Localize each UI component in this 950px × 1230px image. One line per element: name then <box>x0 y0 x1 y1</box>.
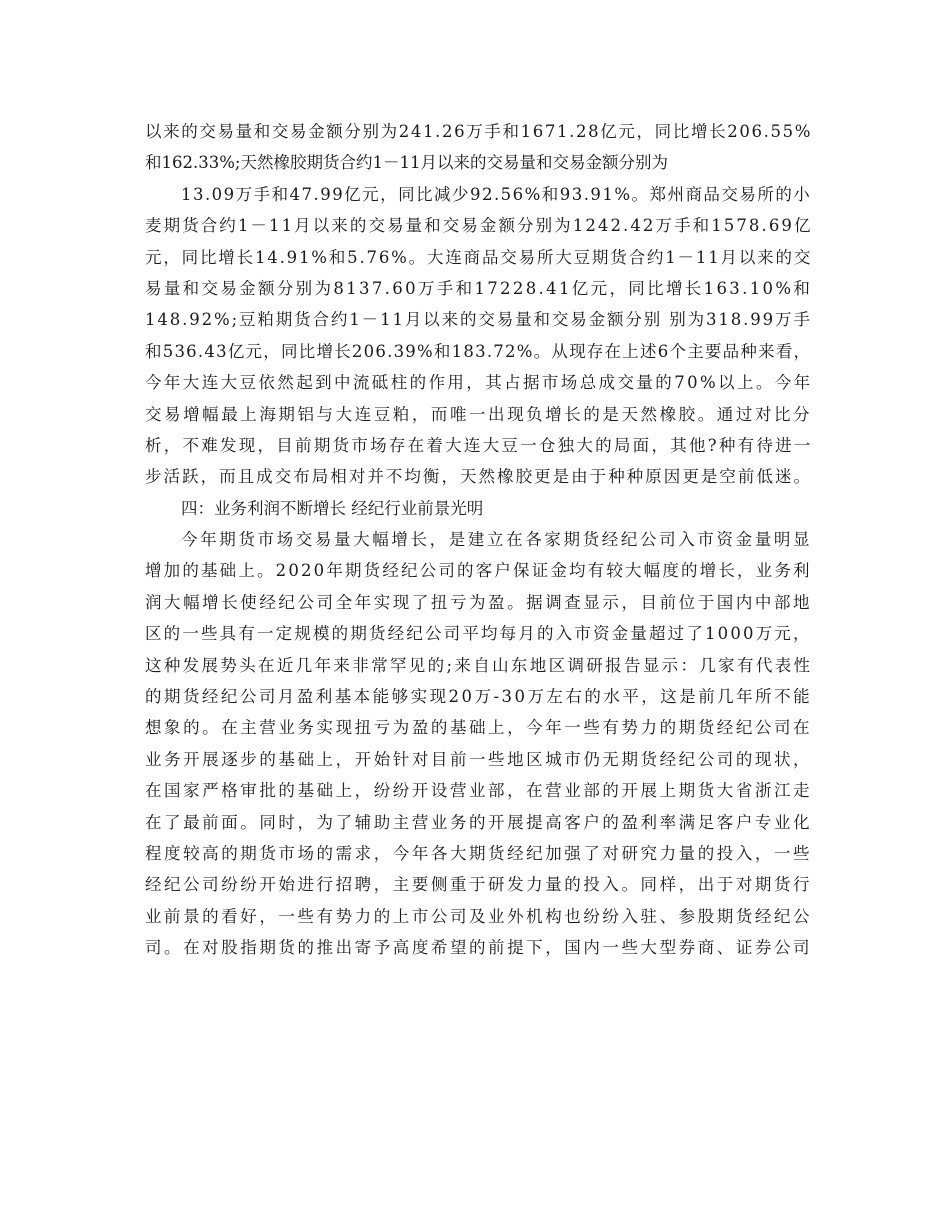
text-line: 麦期货合约1－11月以来的交易量和交易金额分别为1242.42万手和1578.69亿 <box>145 216 813 236</box>
text-line: 在了最前面。同时，为了辅助主营业务的开展提高客户的盈利率满足客户专业化 <box>145 812 813 832</box>
text-line: 程度较高的期货市场的需求，今年各大期货经纪加强了对研究力量的投入，一些 <box>145 843 813 863</box>
text-line: 13.09万手和47.99亿元，同比减少92.56%和93.91%。郑州商品交易所的小 <box>181 184 812 204</box>
text-line: 在国家严格审批的基础上，纷纷开设营业部，在营业部的开展上期货大省浙江走 <box>145 781 813 801</box>
text-line: 步活跃，而且成交布局相对并不均衡，天然橡胶更是由于种种原因更是空前低迷。 <box>145 467 813 487</box>
text-line: 业务开展逐步的基础上，开始针对目前一些地区城市仍无期货经纪公司的现状， <box>145 749 813 769</box>
text-line: 析，不难发现，目前期货市场存在着大连大豆一仓独大的局面，其他?种有待进一 <box>145 435 813 455</box>
text-line: 区的一些具有一定规模的期货经纪公司平均每月的入市资金量超过了1000万元， <box>145 624 812 644</box>
text-line: 的期货经纪公司月盈利基本能够实现20万-30万左右的水平，这是前几年所不能 <box>145 687 813 707</box>
text-line: 元，同比增长14.91%和5.76%。大连商品交易所大豆期货合约1－11月以来的交 <box>145 247 813 267</box>
text-line: 这种发展势头在近几年来非常罕见的;来自山东地区调研报告显示：几家有代表性 <box>145 655 813 675</box>
text-line: 想象的。在主营业务实现扭亏为盈的基础上，今年一些有势力的期货经纪公司在 <box>145 718 813 738</box>
text-line: 四：业务利润不断增长 经纪行业前景光明 <box>181 498 484 518</box>
text-line: 润大幅增长使经纪公司全年实现了扭亏为盈。据调查显示，目前位于国内中部地 <box>145 592 813 612</box>
text-line: 今年大连大豆依然起到中流砥柱的作用，其占据市场总成交量的70%以上。今年 <box>145 373 813 393</box>
text-line: 业前景的看好，一些有势力的上市公司及业外机构也纷纷入驻、参股期货经纪公 <box>145 906 813 926</box>
text-line: 今年期货市场交易量大幅增长，是建立在各家期货经纪公司入市资金量明显 <box>181 530 813 550</box>
text-line: 148.92%;豆粕期货合约1－11月以来的交易量和交易金额分别 别为318.99万手 <box>145 310 812 330</box>
text-line: 和162.33%;天然橡胶期货合约1－11月以来的交易量和交易金额分别为 <box>145 153 668 173</box>
text-line: 司。在对股指期货的推出寄予高度希望的前提下，国内一些大型券商、证券公司 <box>145 938 813 958</box>
text-line: 经纪公司纷纷开始进行招聘，主要侧重于研发力量的投入。同样，出于对期货行 <box>145 875 813 895</box>
text-line: 和536.43亿元，同比增长206.39%和183.72%。从现存在上述6个主要品种来看， <box>145 341 812 361</box>
text-line: 增加的基础上。2020年期货经纪公司的客户保证金均有较大幅度的增长，业务利 <box>145 561 812 581</box>
text-line: 以来的交易量和交易金额分别为241.26万手和1671.28亿元，同比增长206.55% <box>145 122 813 141</box>
document-body <box>145 116 813 964</box>
text-line: 易量和交易金额分别为8137.60万手和17228.41亿元，同比增长163.10%和 <box>145 278 813 298</box>
text-line: 交易增幅最上海期铝与大连豆粕，而唯一出现负增长的是天然橡胶。通过对比分 <box>145 404 813 424</box>
